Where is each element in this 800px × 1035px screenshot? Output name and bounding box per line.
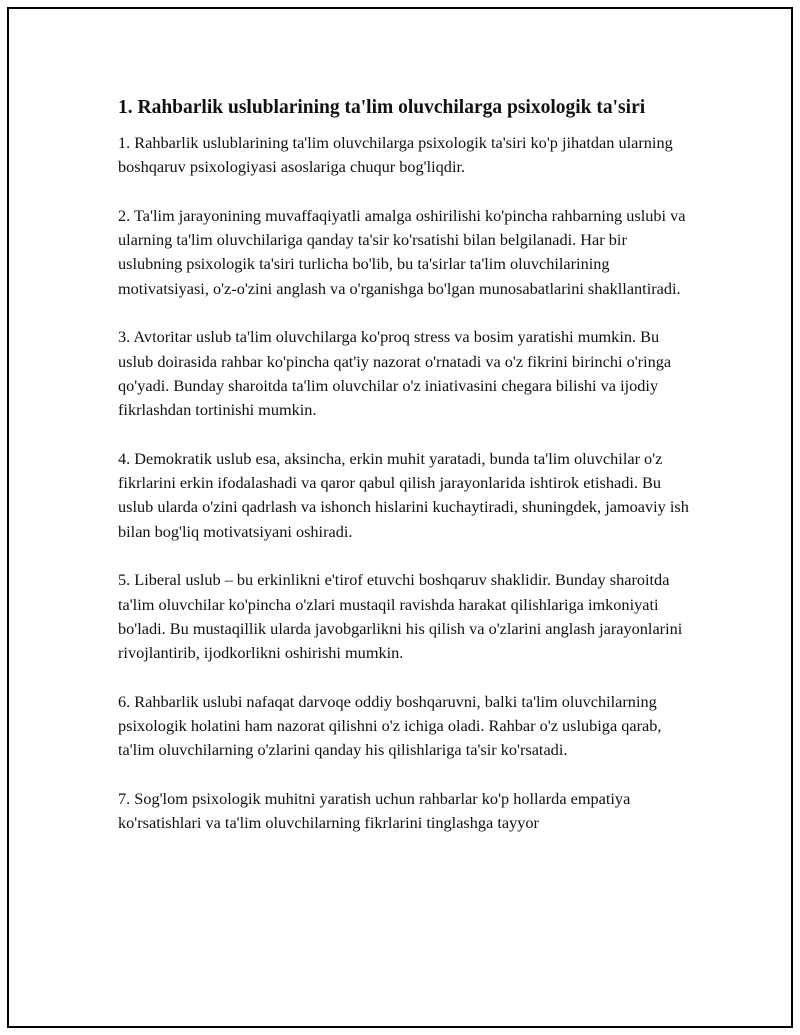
paragraph-7: 7. Sog'lom psixologik muhitni yaratish uchun rahbarlar ko'p hollarda empatiya ko'rsatishlari va ta'lim oluvchilarning fikrlarini tinglashga tayyor [118,789,631,833]
paragraph-4: 4. Demokratik uslub esa, aksincha, erkin muhit yaratadi, bunda ta'lim oluvchilar o'z fikrlarini erkin ifodalashadi va qaror qabul qilish jarayonlarida ishtirok etishadi. Bu uslub ularda o'zini qadrlash va ishonch hislarini kuchaytiradi, shuningdek, jamoaviy ish bilan bog'liq motivatsiyani oshiradi. [118,448,689,541]
paragraph-3: 3. Avtoritar uslub ta'lim oluvchilarga ko'proq stress va bosim yaratishi mumkin. Bu uslub doirasida rahbar ko'pincha qat'iy nazorat o'rnatadi va o'z fikrini birinchi o'ringa qo'yadi. Bunday sharoitda ta'lim oluvchilar o'z iniativasini chegara bilishi va ijodiy fikrlashdan tortinishi mumkin. [118,327,672,420]
document-title: 1. Rahbarlik uslublarining ta'lim oluvchilarga psixologik ta'siri [118,97,646,118]
paragraph-2: 2. Ta'lim jarayonining muvaffaqiyatli amalga oshirilishi ko'pincha rahbarning uslubi va ularning ta'lim oluvchilariga qanday ta'sir ko'rsatishi bilan belgilanadi. Har bir uslubning psixologik ta'siri turlicha bo'lib, bu ta'sirlar ta'lim oluvchilarining motivatsiyasi, o'z-o'zini anglash va o'rganishga bo'lgan munosabatlarini shakllantiradi. [118,205,686,298]
paragraph-1: 1. Rahbarlik uslublarining ta'lim oluvchilarga psixologik ta'siri ko'p jihatdan ularning boshqaruv psixologiyasi asoslariga chuqur bog'liqdir. [118,133,673,177]
paragraph-6: 6. Rahbarlik uslubi nafaqat darvoqe oddiy boshqaruvni, balki ta'lim oluvchilarning psixologik holatini ham nazorat qilishni o'z ichiga oladi. Rahbar o'z uslubiga qarab, ta'lim oluvchilarning o'zlarini qanday his qilishlariga ta'sir ko'rsatadi. [118,691,662,760]
document-body [118,94,693,860]
paragraph-5: 5. Liberal uslub – bu erkinlikni e'tirof etuvchi boshqaruv shaklidir. Bunday sharoitda ta'lim oluvchilar ko'pincha o'zlari mustaqil ravishda harakat qilishlariga imkoniyati bo'ladi. Bu mustaqillik ularda javobgarlikni his qilish va o'zlarini anglash jarayonlarini rivojlantirib, ijodkorlikni oshirishi mumkin. [118,570,683,663]
